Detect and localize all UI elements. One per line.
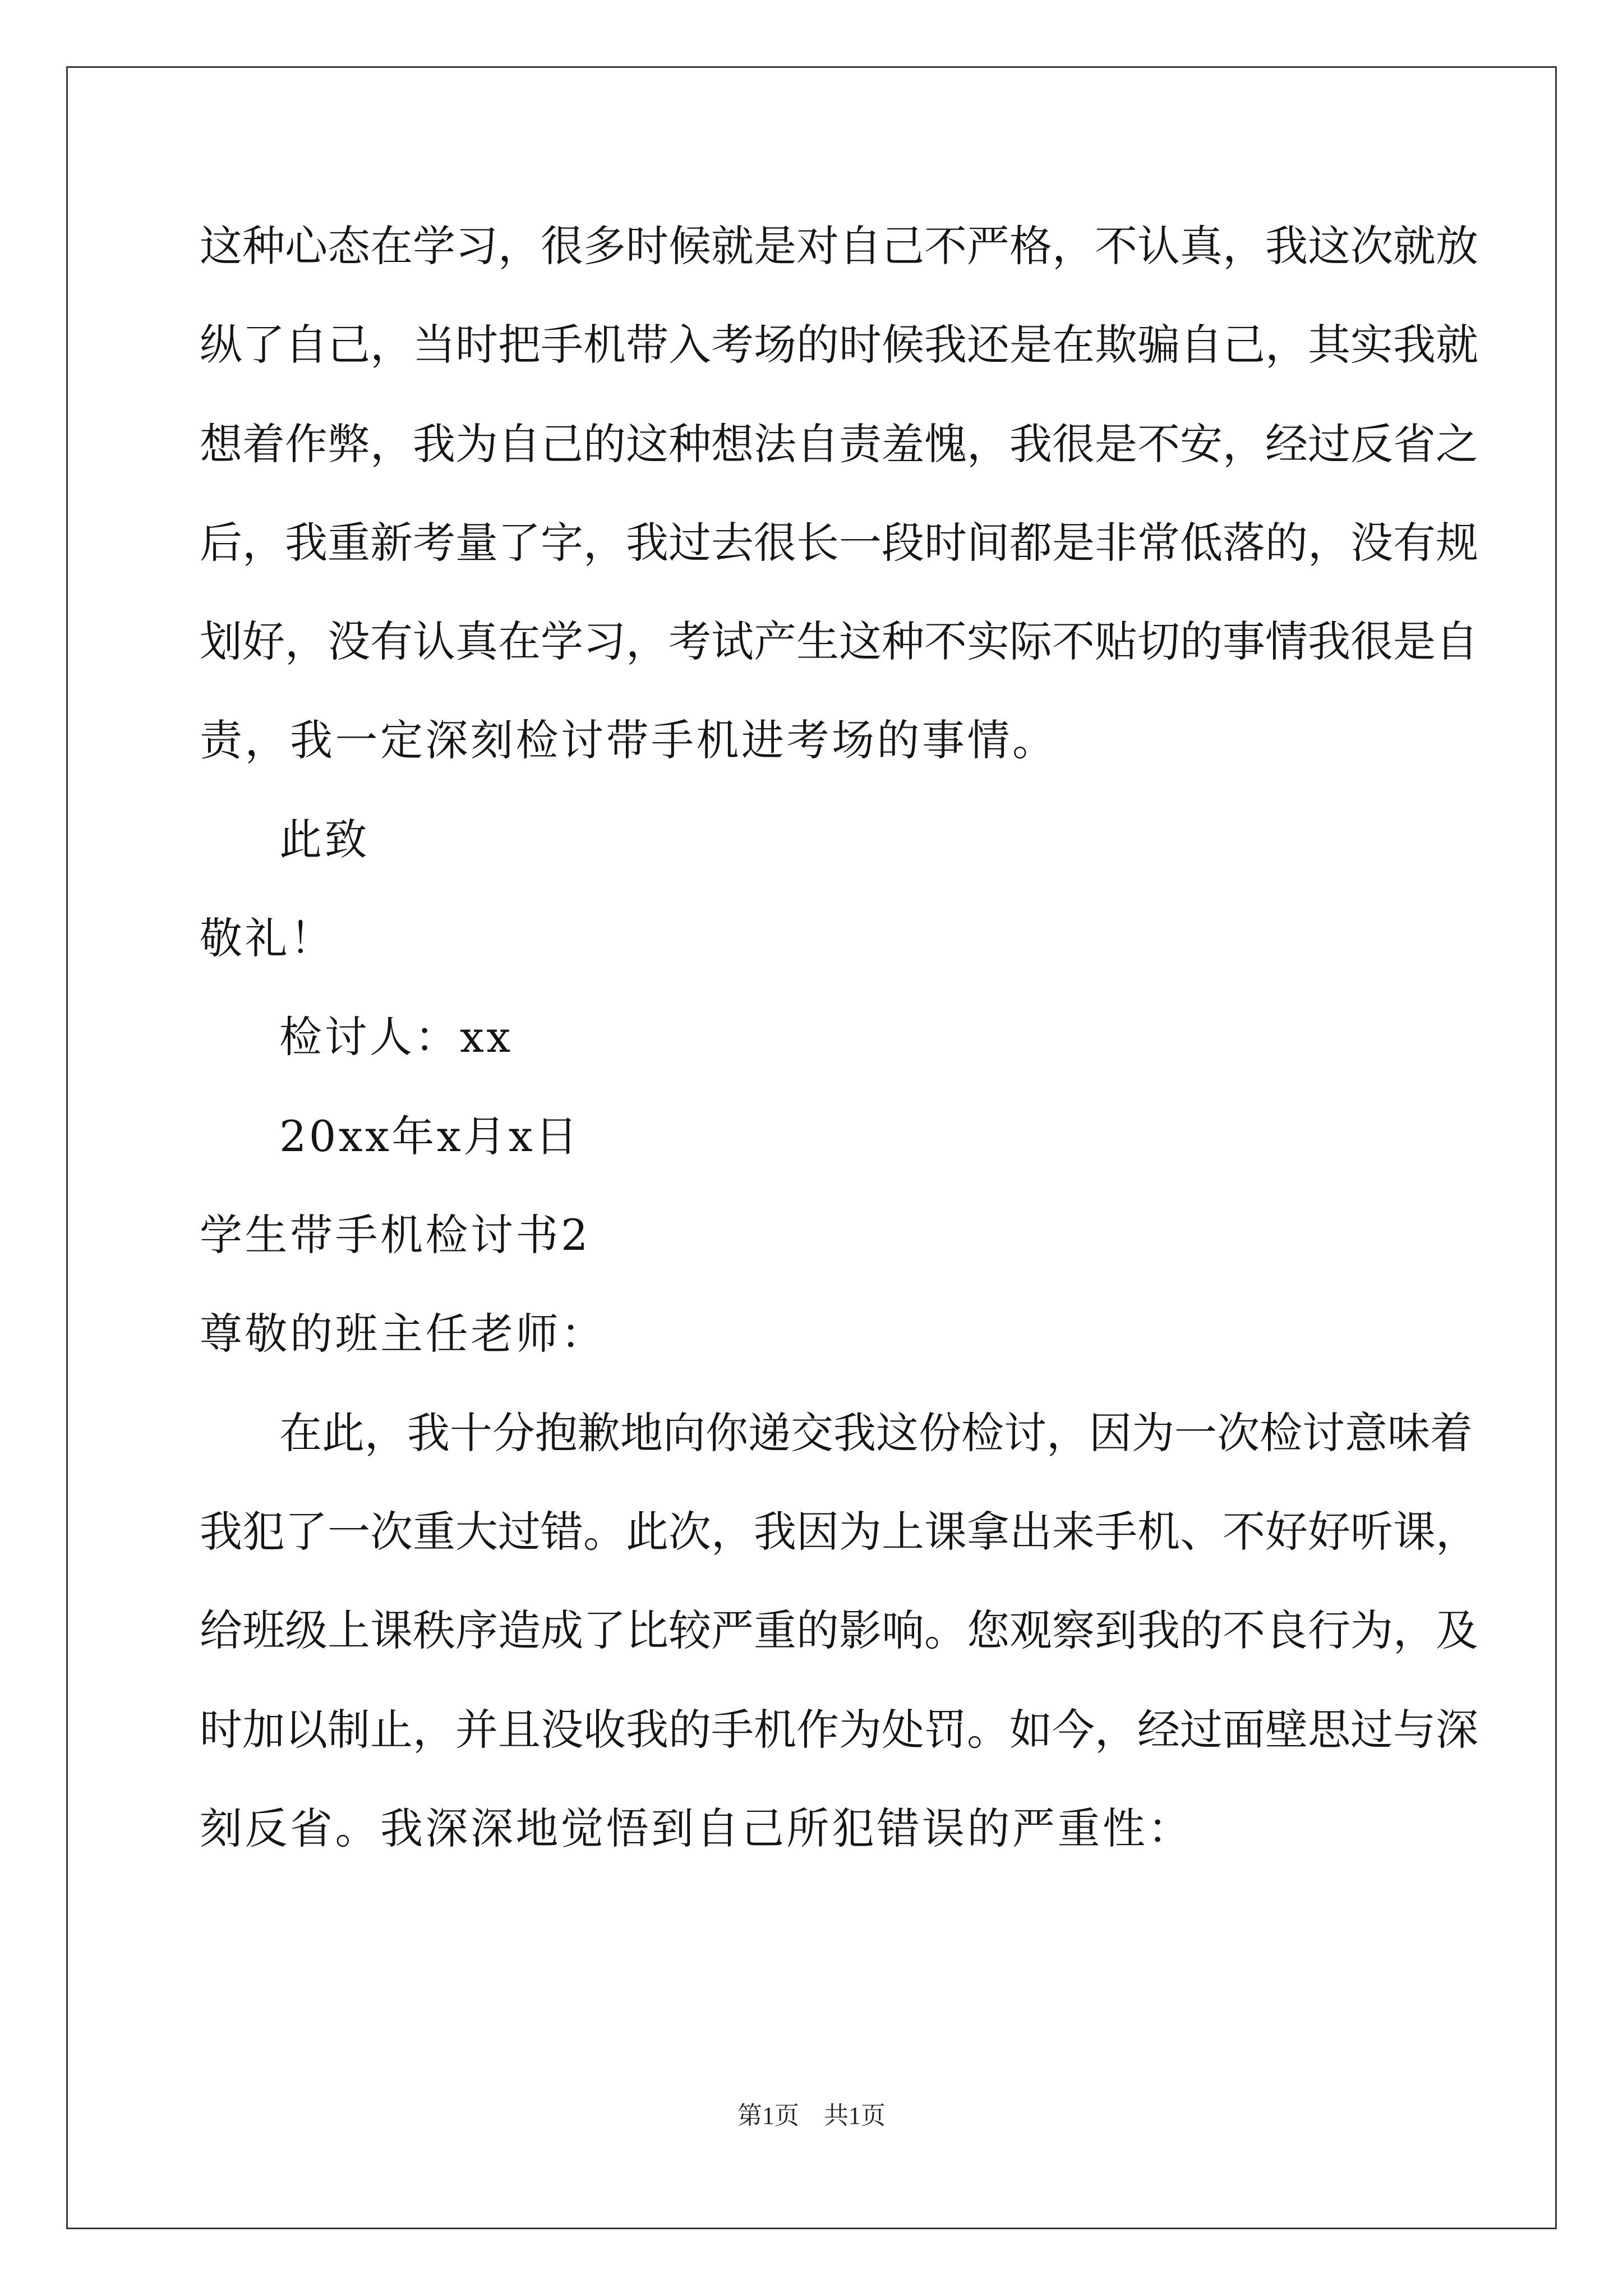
body-line: 责，我一定深刻检讨带手机进考场的事情。 bbox=[200, 715, 1058, 765]
page-number-footer: 第1页 共1页 bbox=[737, 2102, 886, 2129]
closing-salutation: 此致 bbox=[279, 815, 370, 864]
body-line: 给班级上课秩序造成了比较严重的影响。您观察到我的不良行为，及 bbox=[200, 1605, 1478, 1655]
body-line: 这种心态在学习，很多时候就是对自己不严格，不认真，我这次就放 bbox=[200, 221, 1478, 271]
greeting-line: 尊敬的班主任老师： bbox=[200, 1309, 606, 1359]
body-line: 刻反省。我深深地觉悟到自己所犯错误的严重性： bbox=[200, 1803, 1193, 1853]
signer-line: 检讨人：xx bbox=[279, 1012, 513, 1062]
date-line: 20xx年x月x日 bbox=[279, 1111, 580, 1161]
closing-respect: 敬礼！ bbox=[200, 913, 335, 963]
body-line: 时加以制止，并且没收我的手机作为处罚。如今，经过面壁思过与深 bbox=[200, 1705, 1478, 1755]
body-line: 纵了自己，当时把手机带入考场的时候我还是在欺骗自己，其实我就 bbox=[200, 320, 1478, 370]
body-line: 在此，我十分抱歉地向你递交我这份检讨，因为一次检讨意味着 bbox=[279, 1408, 1473, 1458]
section-title: 学生带手机检讨书2 bbox=[200, 1210, 591, 1260]
body-line: 划好，没有认真在学习，考试产生这种不实际不贴切的事情我很是自 bbox=[200, 616, 1478, 666]
body-line: 想着作弊，我为自己的这种想法自责羞愧，我很是不安，经过反省之 bbox=[200, 419, 1478, 469]
body-line: 后，我重新考量了字，我过去很长一段时间都是非常低落的，没有规 bbox=[200, 518, 1478, 568]
body-line: 我犯了一次重大过错。此次，我因为上课拿出来手机、不好好听课， bbox=[200, 1507, 1478, 1557]
